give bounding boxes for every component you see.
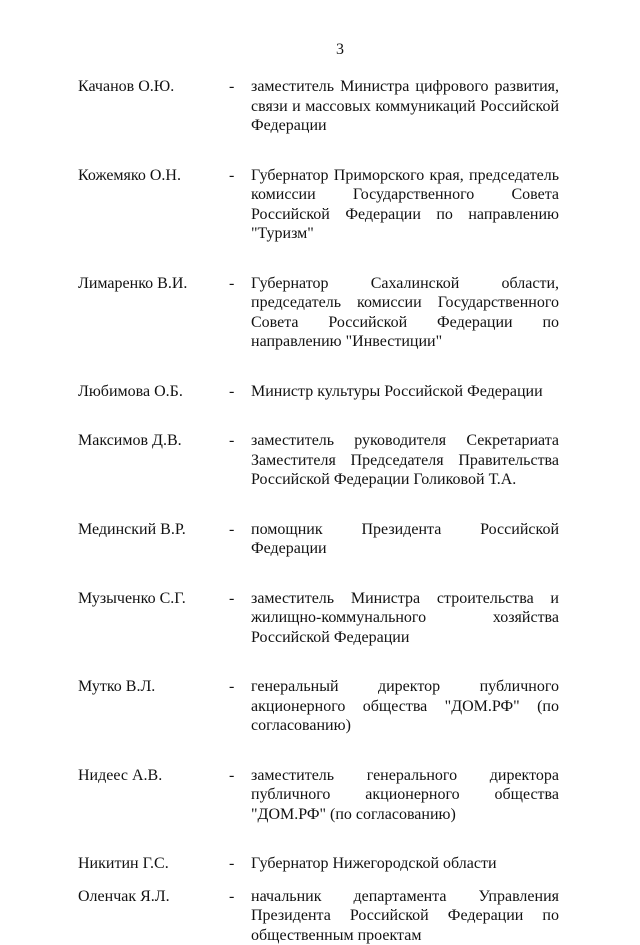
dash-separator: - <box>229 77 234 97</box>
member-name: Оленчак Я.Л. <box>78 887 170 907</box>
list-item <box>0 854 640 874</box>
member-name: Никитин Г.С. <box>78 854 169 874</box>
list-item <box>0 589 640 648</box>
member-name: Нидеес А.В. <box>78 766 162 786</box>
member-name: Лимаренко В.И. <box>78 274 187 294</box>
dash-separator: - <box>229 431 234 451</box>
dash-separator: - <box>229 887 234 907</box>
page-number: 3 <box>0 40 640 60</box>
member-role: заместитель Министра цифрового развития, связи и массовых коммуникаций Российской Федерации <box>251 77 559 136</box>
member-name: Максимов Д.В. <box>78 431 182 451</box>
dash-separator: - <box>229 766 234 786</box>
member-list <box>0 77 640 945</box>
list-item <box>0 382 640 402</box>
member-name: Мединский В.Р. <box>78 520 186 540</box>
list-item <box>0 431 640 490</box>
member-name: Качанов О.Ю. <box>78 77 174 97</box>
member-role: заместитель генерального директора публичного акционерного общества "ДОМ.РФ" (по согласованию) <box>251 766 559 825</box>
list-item <box>0 166 640 244</box>
member-name: Музыченко С.Г. <box>78 589 186 609</box>
dash-separator: - <box>229 589 234 609</box>
member-role: Губернатор Сахалинской области, председатель комиссии Государственного Совета Российской Федерации по направлению "Инвестиции" <box>251 274 559 352</box>
member-role: начальник департамента Управления Президента Российской Федерации по общественным проектам <box>251 887 559 945</box>
list-item <box>0 887 640 945</box>
list-item <box>0 677 640 736</box>
member-role: Губернатор Нижегородской области <box>251 854 559 874</box>
member-role: Министр культуры Российской Федерации <box>251 382 559 402</box>
member-role: помощник Президента Российской Федерации <box>251 520 559 559</box>
dash-separator: - <box>229 382 234 402</box>
list-item <box>0 274 640 352</box>
dash-separator: - <box>229 274 234 294</box>
member-name: Мутко В.Л. <box>78 677 155 697</box>
member-role: заместитель руководителя Секретариата Заместителя Председателя Правительства Российской Федерации Голиковой Т.А. <box>251 431 559 490</box>
member-role: заместитель Министра строительства и жилищно-коммунального хозяйства Российской Федерации <box>251 589 559 648</box>
member-name: Кожемяко О.Н. <box>78 166 181 186</box>
member-role: генеральный директор публичного акционерного общества "ДОМ.РФ" (по согласованию) <box>251 677 559 736</box>
member-role: Губернатор Приморского края, председатель комиссии Государственного Совета Российской Федерации по направлению "Туризм" <box>251 166 559 244</box>
list-item <box>0 766 640 825</box>
dash-separator: - <box>229 677 234 697</box>
dash-separator: - <box>229 166 234 186</box>
list-item <box>0 77 640 136</box>
member-name: Любимова О.Б. <box>78 382 183 402</box>
dash-separator: - <box>229 520 234 540</box>
list-item <box>0 520 640 559</box>
dash-separator: - <box>229 854 234 874</box>
